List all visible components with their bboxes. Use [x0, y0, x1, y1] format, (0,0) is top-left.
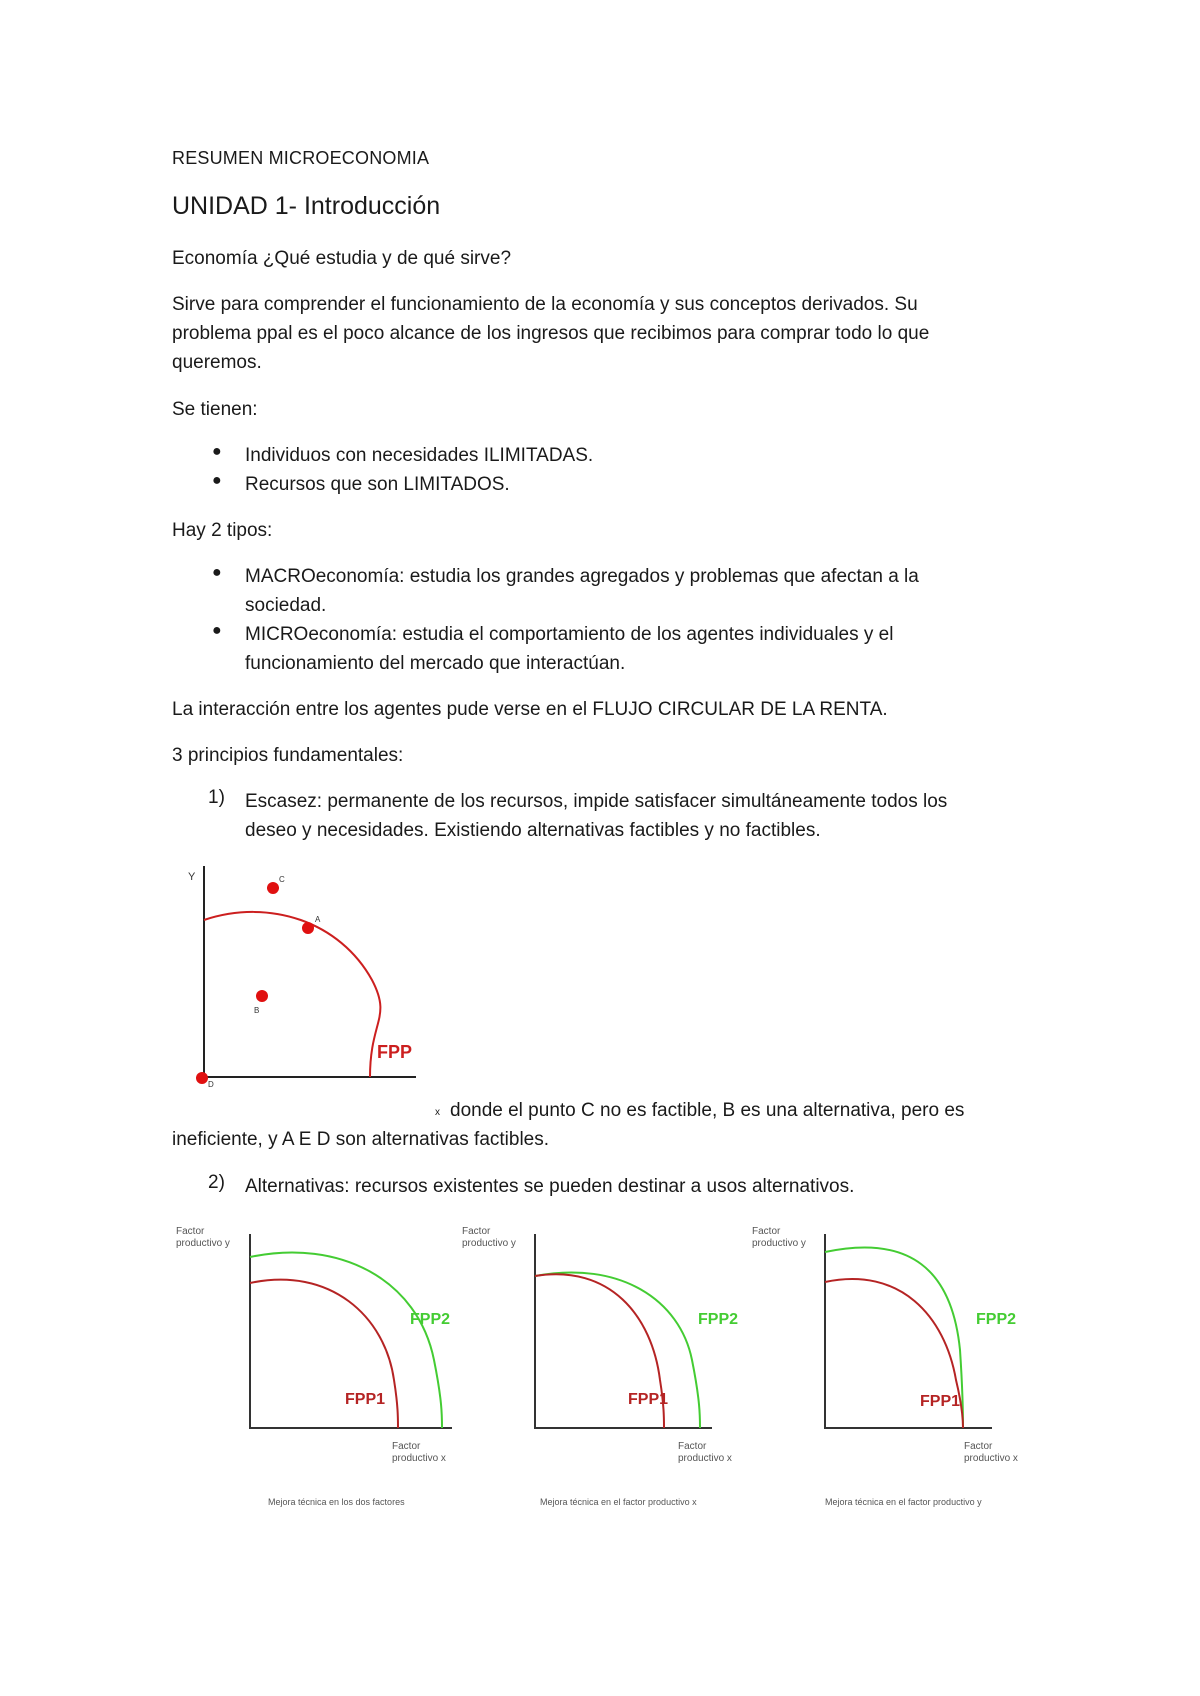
intro-line: Sirve para comprender el funcionamiento de la economía y sus conceptos derivados. Su	[172, 294, 918, 315]
fpp1-label: FPP1	[628, 1391, 669, 1408]
fpp-curve	[204, 912, 380, 1077]
fpp2-label: FPP2	[698, 1311, 739, 1328]
bullet-item: Recursos que son LIMITADOS.	[245, 474, 510, 495]
panel-factor-y	[752, 1226, 1018, 1507]
explanation-line: donde el punto C no es factible, B es una alternativa, pero es	[450, 1100, 965, 1121]
principios-line: 3 principios fundamentales:	[172, 745, 404, 766]
panel-caption: Mejora técnica en los dos factores	[268, 1497, 405, 1507]
fpp-label: FPP	[377, 1042, 413, 1062]
point-c	[267, 882, 279, 894]
y-axis-label: productivo y	[752, 1238, 806, 1249]
question-line: Economía ¿Qué estudia y de qué sirve?	[172, 248, 512, 269]
explanation-line: ineficiente, y A E D son alternativas factibles.	[172, 1129, 550, 1150]
x-axis-label: productivo x	[678, 1453, 732, 1464]
y-axis-label: Factor	[752, 1226, 781, 1237]
bullet-icon: ●	[212, 564, 222, 581]
fpp-figure	[180, 860, 440, 1100]
macro-line: MACROeconomía: estudia los grandes agregados y problemas que afectan a la	[245, 566, 919, 587]
point-d	[196, 1072, 208, 1084]
panel-both-factors	[176, 1226, 452, 1507]
point-a-label: A	[315, 915, 321, 924]
intro-line: queremos.	[172, 352, 262, 373]
flujo-line: La interacción entre los agentes pude verse en el FLUJO CIRCULAR DE LA RENTA.	[172, 699, 888, 720]
micro-line: funcionamiento del mercado que interactúan.	[245, 653, 626, 674]
x-axis-label: productivo x	[964, 1453, 1018, 1464]
panel-factor-x	[462, 1226, 738, 1507]
y-axis-label: productivo y	[462, 1238, 516, 1249]
fpp2-label: FPP2	[410, 1311, 451, 1328]
point-c-label: C	[279, 875, 285, 884]
point-b	[256, 990, 268, 1002]
hay-tipos-line: Hay 2 tipos:	[172, 520, 273, 541]
document-title: RESUMEN MICROECONOMIA	[172, 148, 430, 168]
panel-caption: Mejora técnica en el factor productivo x	[540, 1497, 697, 1507]
fpp1-label: FPP1	[920, 1393, 961, 1410]
x-axis-label: Factor	[392, 1441, 421, 1452]
micro-line: MICROeconomía: estudia el comportamiento de los agentes individuales y el	[245, 624, 894, 645]
escasez-line: Escasez: permanente de los recursos, impide satisfacer simultáneamente todos los	[245, 791, 948, 812]
list-number: 2)	[208, 1172, 225, 1193]
point-a	[302, 922, 314, 934]
unit-heading: UNIDAD 1- Introducción	[172, 192, 441, 220]
fpp2-label: FPP2	[976, 1311, 1017, 1328]
bullet-item: Individuos con necesidades ILIMITADAS.	[245, 445, 594, 466]
alternativas-line: Alternativas: recursos existentes se pueden destinar a usos alternativos.	[245, 1176, 855, 1197]
panel-caption: Mejora técnica en el factor productivo y	[825, 1497, 982, 1507]
x-axis-label: Factor	[964, 1441, 993, 1452]
bullet-icon: ●	[212, 472, 222, 489]
figure-marker: x	[435, 1107, 440, 1118]
list-number: 1)	[208, 787, 225, 808]
bullet-icon: ●	[212, 443, 222, 460]
y-axis-label: Factor	[176, 1226, 205, 1237]
fpp1-label: FPP1	[345, 1391, 386, 1408]
point-b-label: B	[254, 1006, 260, 1015]
se-tienen-line: Se tienen:	[172, 399, 258, 420]
y-axis-label: Factor	[462, 1226, 491, 1237]
bullet-icon: ●	[212, 622, 222, 639]
macro-line: sociedad.	[245, 595, 327, 616]
point-d-label: D	[208, 1080, 214, 1089]
y-axis-label: Y	[188, 871, 196, 883]
y-axis-label: productivo y	[176, 1238, 230, 1249]
intro-line: problema ppal es el poco alcance de los ingresos que recibimos para comprar todo lo que	[172, 323, 930, 344]
x-axis-label: Factor	[678, 1441, 707, 1452]
x-axis-label: productivo x	[392, 1453, 446, 1464]
fpp-shift-figure	[170, 1220, 1050, 1520]
escasez-line: deseo y necesidades. Existiendo alternativas factibles y no factibles.	[245, 820, 821, 841]
